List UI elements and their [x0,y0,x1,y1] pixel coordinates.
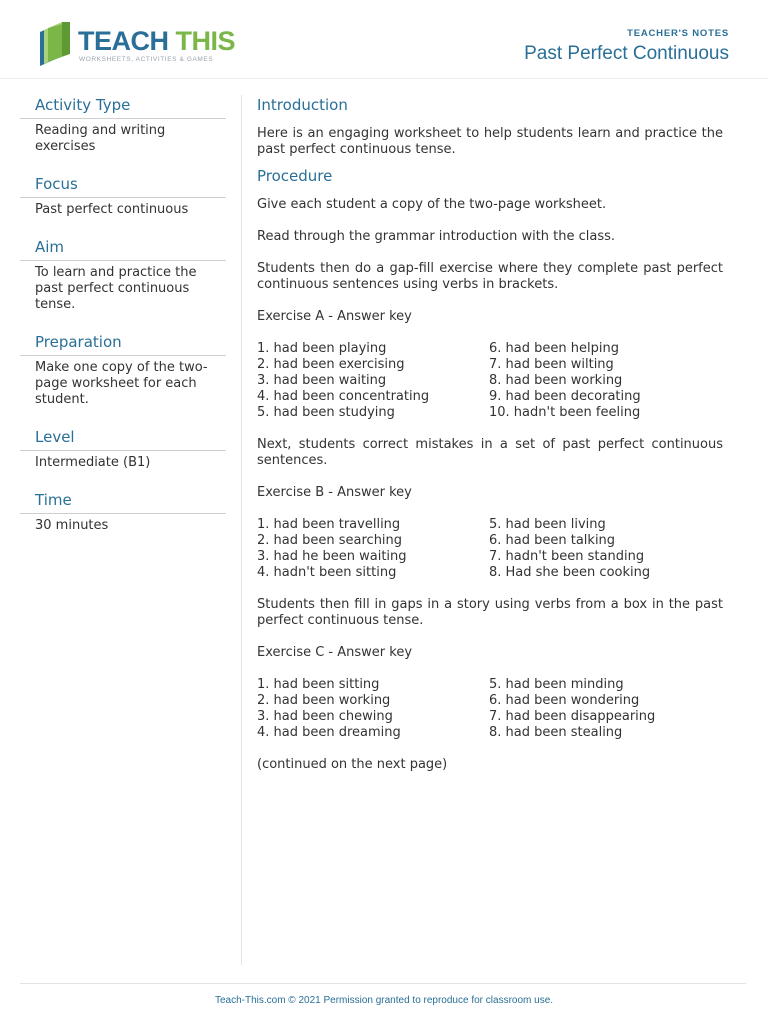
answer-item: 5. had been studying [257,405,395,420]
procedure-step-5: Students then fill in gaps in a story using verbs from a box in the past perfect continuous tense. [257,597,723,628]
activity-type-section [20,94,226,155]
time-text: 30 minutes [35,518,109,533]
answer-item: 4. had been concentrating [257,389,430,404]
exercise-a-title: Exercise A - Answer key [257,309,412,324]
footer-divider [20,983,746,984]
level-section [20,426,226,471]
time-heading: Time [20,489,226,514]
preparation-section [20,331,226,408]
introduction-text: Here is an engaging worksheet to help students learn and practice the past perfect continuous tense. [257,126,723,157]
teach-this-logo [36,22,236,70]
level-heading: Level [20,426,226,451]
preparation-text: Make one copy of the two-page worksheet for each student. [35,360,208,407]
answer-item: 2. had been searching [257,533,403,548]
main-content [257,94,723,789]
introduction-heading: Introduction [257,96,348,114]
answer-item: 4. had been dreaming [257,725,401,740]
procedure-heading: Procedure [257,167,333,185]
answer-item: 1. had been sitting [257,677,380,692]
exercise-c-title: Exercise C - Answer key [257,645,413,660]
answer-item: 6. had been helping [489,341,619,356]
exercise-b-title: Exercise B - Answer key [257,485,412,500]
footer-copyright: Teach-This.com © 2021 Permission granted to reproduce for classroom use. [214,995,554,1006]
exercise-b-answer-key [257,517,723,581]
answer-item: 4. hadn't been sitting [257,565,397,580]
book-logo-icon [36,22,76,68]
document-title: Past Perfect Continuous [524,43,729,64]
answer-item: 8. had been stealing [489,725,623,740]
logo-word-this: THIS [175,26,236,56]
procedure-step-4: Next, students correct mistakes in a set of past perfect continuous sentences. [257,437,723,468]
activity-type-text: Reading and writing exercises [35,123,166,154]
exercise-a-answer-key [257,341,723,421]
aim-text: To learn and practice the past perfect continuous tense. [35,265,197,312]
column-divider [241,95,242,965]
continued-note: (continued on the next page) [257,757,448,772]
answer-item: 9. had been decorating [489,389,641,404]
answer-item: 10. hadn't been feeling [489,405,641,420]
answer-item: 6. had been wondering [489,693,640,708]
time-section [20,489,226,534]
answer-item: 8. had been working [489,373,623,388]
focus-text: Past perfect continuous [35,202,189,217]
answer-item: 2. had been exercising [257,357,405,372]
answer-item: 8. Had she been cooking [489,565,651,580]
answer-item: 1. had been travelling [257,517,401,532]
level-text: Intermediate (B1) [35,455,151,470]
aim-section [20,236,226,313]
answer-item: 7. had been wilting [489,357,614,372]
answer-item: 1. had been playing [257,341,387,356]
exercise-c-answer-key [257,677,723,741]
answer-item: 6. had been talking [489,533,616,548]
activity-type-heading: Activity Type [20,94,226,119]
aim-heading: Aim [20,236,226,261]
answer-item: 5. had been living [489,517,606,532]
focus-section [20,173,226,218]
focus-heading: Focus [20,173,226,198]
preparation-heading: Preparation [20,331,226,356]
procedure-step-1: Give each student a copy of the two-page worksheet. [257,197,607,212]
answer-item: 7. hadn't been standing [489,549,645,564]
answer-item: 2. had been working [257,693,391,708]
logo-word-teach: TEACH [78,26,169,56]
answer-item: 3. had he been waiting [257,549,407,564]
answer-item: 3. had been waiting [257,373,387,388]
procedure-step-2: Read through the grammar introduction with the class. [257,229,616,244]
sidebar [20,94,226,552]
answer-item: 5. had been minding [489,677,624,692]
answer-item: 3. had been chewing [257,709,393,724]
procedure-step-3: Students then do a gap-fill exercise where they complete past perfect continuous sentences using verbs in brackets. [257,261,723,292]
logo-tagline: WORKSHEETS, ACTIVITIES & GAMES [79,56,214,63]
document-label: TEACHER'S NOTES [627,28,729,39]
answer-item: 7. had been disappearing [489,709,656,724]
page-header [0,0,768,79]
logo-wordmark [78,26,235,56]
